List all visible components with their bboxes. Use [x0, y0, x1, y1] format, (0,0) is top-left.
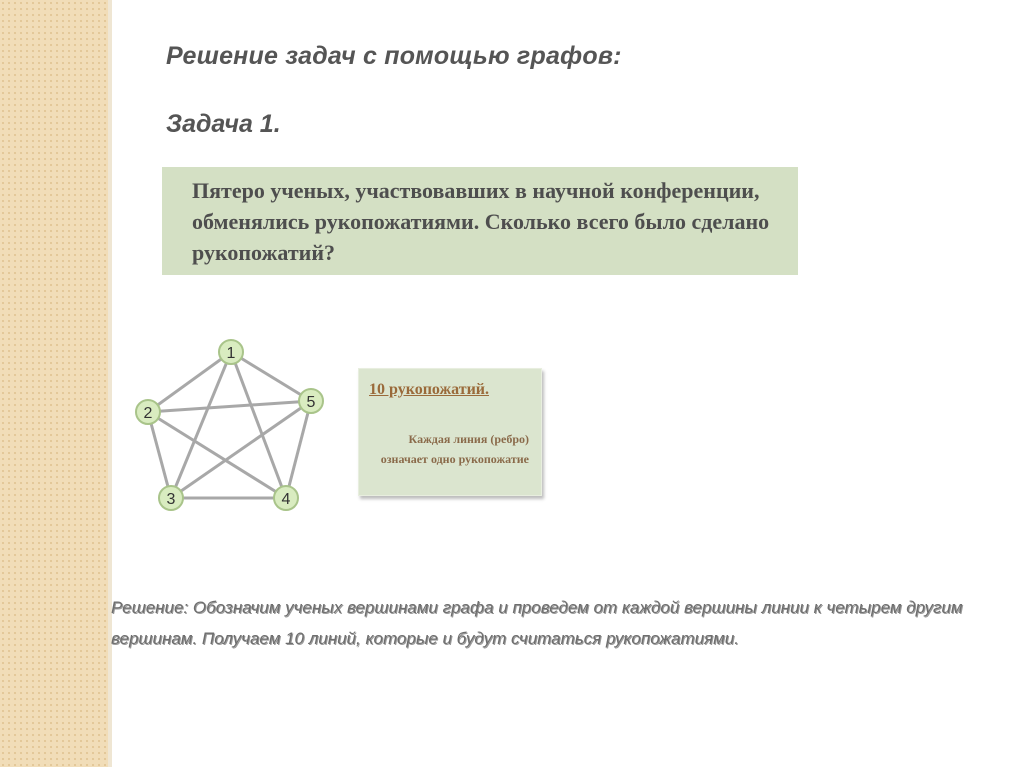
graph-vertex-label: 1	[226, 345, 236, 362]
graph-vertex-3	[159, 486, 183, 510]
answer-box	[358, 368, 542, 496]
graph-vertex-2	[136, 400, 160, 424]
graph-vertex-label: 5	[306, 394, 316, 411]
solution-text: Решение: Обозначим ученых вершинами графа и проведем от каждой вершины линии к четырем другим вершинам. Получаем 10 линий, которые и будут считаться рукопожатиями.	[111, 598, 963, 648]
graph-nodes	[136, 340, 323, 510]
graph-vertex-label: 3	[166, 491, 176, 508]
slide-title: Решение задач с помощью графов:	[166, 42, 622, 70]
graph-vertex-label: 2	[143, 405, 153, 422]
graph-edge-1-5	[231, 352, 311, 401]
graph-edge-2-5	[148, 401, 311, 412]
graph-edges	[148, 352, 311, 498]
task-heading: Задача 1.	[166, 110, 281, 138]
task-text: Пятеро ученых, участвовавших в научной конференции, обменялись рукопожатиями. Сколько всего было сделано рукопожатий?	[192, 178, 770, 265]
graph-vertex-4	[274, 486, 298, 510]
answer-note: Каждая линия (ребро) означает одно рукопожатие	[380, 432, 529, 466]
task-box	[162, 167, 798, 275]
answer-title: 10 рукопожатий.	[369, 381, 489, 398]
graph-vertex-label: 4	[281, 491, 291, 508]
handshake-graph	[128, 330, 332, 520]
graph-vertex-5	[299, 389, 323, 413]
graph-vertex-1	[219, 340, 243, 364]
decorative-side-strip	[0, 0, 112, 767]
